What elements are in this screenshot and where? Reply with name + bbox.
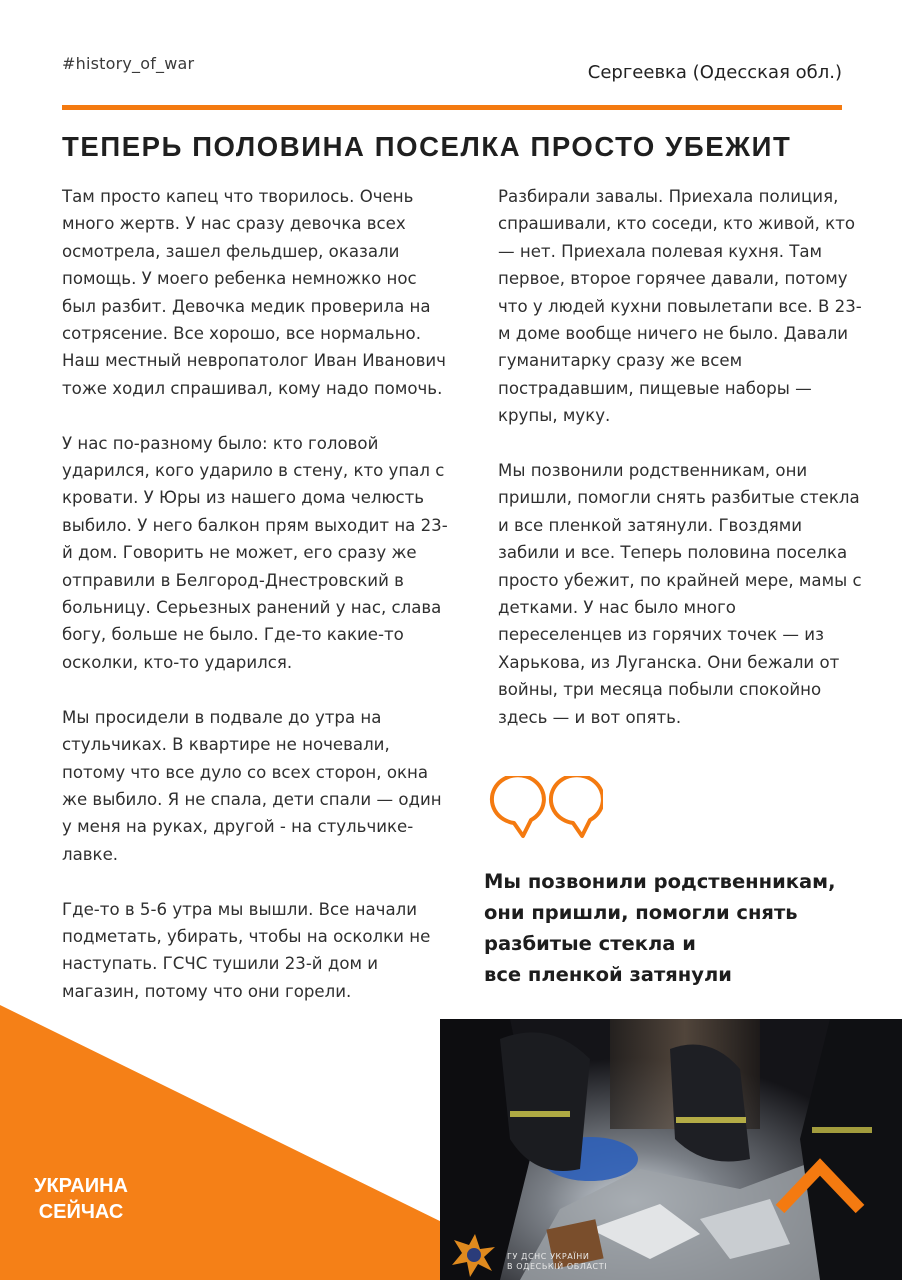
pull-quote-line: Мы позвонили родственникам, bbox=[484, 870, 836, 893]
paragraph: Мы просидели в подвале до утра на стульчиках. В квартире не ночевали, потому что все дуло со всех сторон, окна же выбило. Я не спала, дети спали — один у меня на руках, другой - на стульчике-лавке. bbox=[62, 707, 442, 864]
rescue-photo-image bbox=[440, 1019, 902, 1280]
pull-quote-line: они пришли, помогли снять bbox=[484, 901, 798, 924]
watermark-line: В ОДЕСЬКІЙ ОБЛАСТІ bbox=[507, 1262, 608, 1271]
photo-watermark bbox=[507, 1252, 607, 1272]
pull-quote-line: все пленкой затянули bbox=[484, 963, 732, 986]
paragraph: Разбирали завалы. Приехала полиция, спрашивали, кто соседи, кто живой, кто — нет. Приехала полевая кухня. Там первое, второе горячее давали, потому что у людей кухни повылетапи все. В 23-м доме вообще ничего не было. Давали гуманитарку сразу же всем пострадавшим, пищевые наборы — крупы, муку. bbox=[498, 187, 862, 426]
quote-marks-icon bbox=[483, 776, 603, 844]
location-label: Сергеевка (Одесская обл.) bbox=[587, 62, 842, 83]
header-divider bbox=[62, 105, 842, 110]
brand-line: УКРАИНА bbox=[34, 1175, 128, 1197]
rescue-photo bbox=[440, 1019, 902, 1280]
paragraph: У нас по-разному было: кто головой ударился, кого ударило в стену, кто упал с кровати. У Юры из нашего дома челюсть выбило. У него балкон прям выходит на 23-й дом. Говорить не может, его сразу же отправили в Белгород-Днестровский в больницу. Серьезных ранений у нас, слава богу, больше не было. Где-то какие-то осколки, кто-то ударился. bbox=[62, 433, 448, 672]
paragraph: Где-то в 5-6 утра мы вышли. Все начали подметать, убирать, чтобы на осколки не наступать. ГСЧС тушили 23-й дом и магазин, потому что они горели. bbox=[62, 899, 431, 1001]
paragraph: Там просто капец что творилось. Очень много жертв. У нас сразу девочка всех осмотрела, зашел фельдшер, оказали помощь. У моего ребенка немножко нос был разбит. Девочка медик проверила на сотрясение. Все хорошо, все нормально. Наш местный невропатолог Иван Иванович тоже ходил спрашивал, кому надо помочь. bbox=[62, 187, 446, 398]
left-text-column bbox=[62, 183, 454, 1033]
brand-logo bbox=[20, 1138, 142, 1260]
pull-quote bbox=[484, 866, 864, 990]
pull-quote-line: разбитые стекла и bbox=[484, 932, 696, 955]
watermark-line: ГУ ДСНС УКРАЇНИ bbox=[507, 1252, 590, 1261]
page-title: ТЕПЕРЬ ПОЛОВИНА ПОСЕЛКА ПРОСТО УБЕЖИТ bbox=[62, 131, 792, 162]
right-text-column bbox=[498, 183, 864, 759]
brand-line: СЕЙЧАС bbox=[38, 1201, 124, 1223]
paragraph: Мы позвонили родственникам, они пришли, помогли снять разбитые стекла и все пленкой затянули. Гвоздями забили и все. Теперь половина поселка просто убежит, по крайней мере, мамы с детками. У нас было много переселенцев из горячих точек — из Харькова, из Луганска. Они бежали от войны, три месяца побыли спокойно здесь — и вот опять. bbox=[498, 461, 862, 727]
hashtag: #history_of_war bbox=[62, 54, 195, 73]
